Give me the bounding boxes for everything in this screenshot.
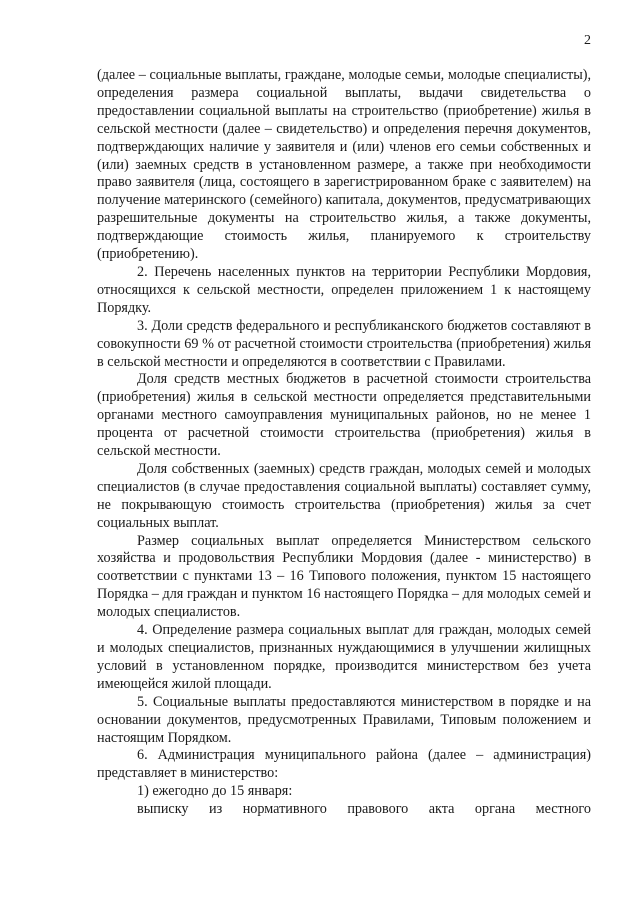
paragraph-subitem-1: 1) ежегодно до 15 января: <box>137 783 293 800</box>
paragraph-item-3: 3. Доли средств федерального и республиканского бюджетов составляют в совокупности 69 % от расчетной стоимости строительства (приобретения) жилья в сельской местности и определяются в соответствии с Правилами. <box>97 317 591 370</box>
paragraph-item-4: 4. Определение размера социальных выплат для граждан, молодых семей и молодых специалистов, признанных нуждающимися в улучшении жилищных условий в установленном порядке, производится министерством без учета имеющейся жилой площади. <box>97 622 591 692</box>
paragraph-local-budget-share: Доля средств местных бюджетов в расчетной стоимости строительства (приобретения) жилья в сельской местности определяется представительными органами местного самоуправления муниципальных районов, но не менее 1 процента от расчетной стоимости строительства (приобретения) жилья в сельской местности. <box>97 371 591 460</box>
paragraph-item-6: 6. Администрация муниципального района (далее – администрация) представляет в министерство: <box>97 747 591 782</box>
document-body <box>97 67 591 819</box>
page-number: 2 <box>584 33 591 48</box>
paragraph-continuation: (далее – социальные выплаты, граждане, молодые семьи, молодые специалисты), определения размера социальной выплаты, выдачи свидетельства о предоставлении социальной выплаты на строительство (приобретение) жилья в сельской местности (далее – свидетельство) и определения перечня документов, подтверждающих наличие у заявителя и (или) членов его семьи собственных и (или) заемных средств в установленном размере, а также при необходимости право заявителя (лица, состоящего в зарегистрированном браке с заявителем) на получение материнского (семейного) капитала, документов, предусматривающих разрешительные документы на строительство жилья, а также документы, подтверждающие стоимость жилья, планируемого к строительству (приобретению). <box>97 67 591 263</box>
paragraph-payment-size: Размер социальных выплат определяется Министерством сельского хозяйства и продовольствия Республики Мордовия (далее - министерство) в соответствии с пунктами 13 – 16 Типового положения, пунктом 15 настоящего Порядка – для граждан и пунктом 16 настоящего Порядка – для молодых семей и молодых специалистов. <box>97 532 591 621</box>
paragraph-own-funds-share: Доля собственных (заемных) средств граждан, молодых семей и молодых специалистов (в случае предоставления социальной выплаты) составляет сумму, не покрывающую стоимость строительства (приобретения) жилья за счет социальных выплат. <box>97 460 591 531</box>
paragraph-extract: выписку из нормативного правового акта органа местного <box>137 801 591 818</box>
paragraph-item-5: 5. Социальные выплаты предоставляются министерством в порядке и на основании документов, предусмотренных Правилами, Типовым положением и настоящим Порядком. <box>97 693 591 746</box>
paragraph-item-2: 2. Перечень населенных пунктов на территории Республики Мордовия, относящихся к сельской местности, определен приложением 1 к настоящему Порядку. <box>97 263 591 316</box>
